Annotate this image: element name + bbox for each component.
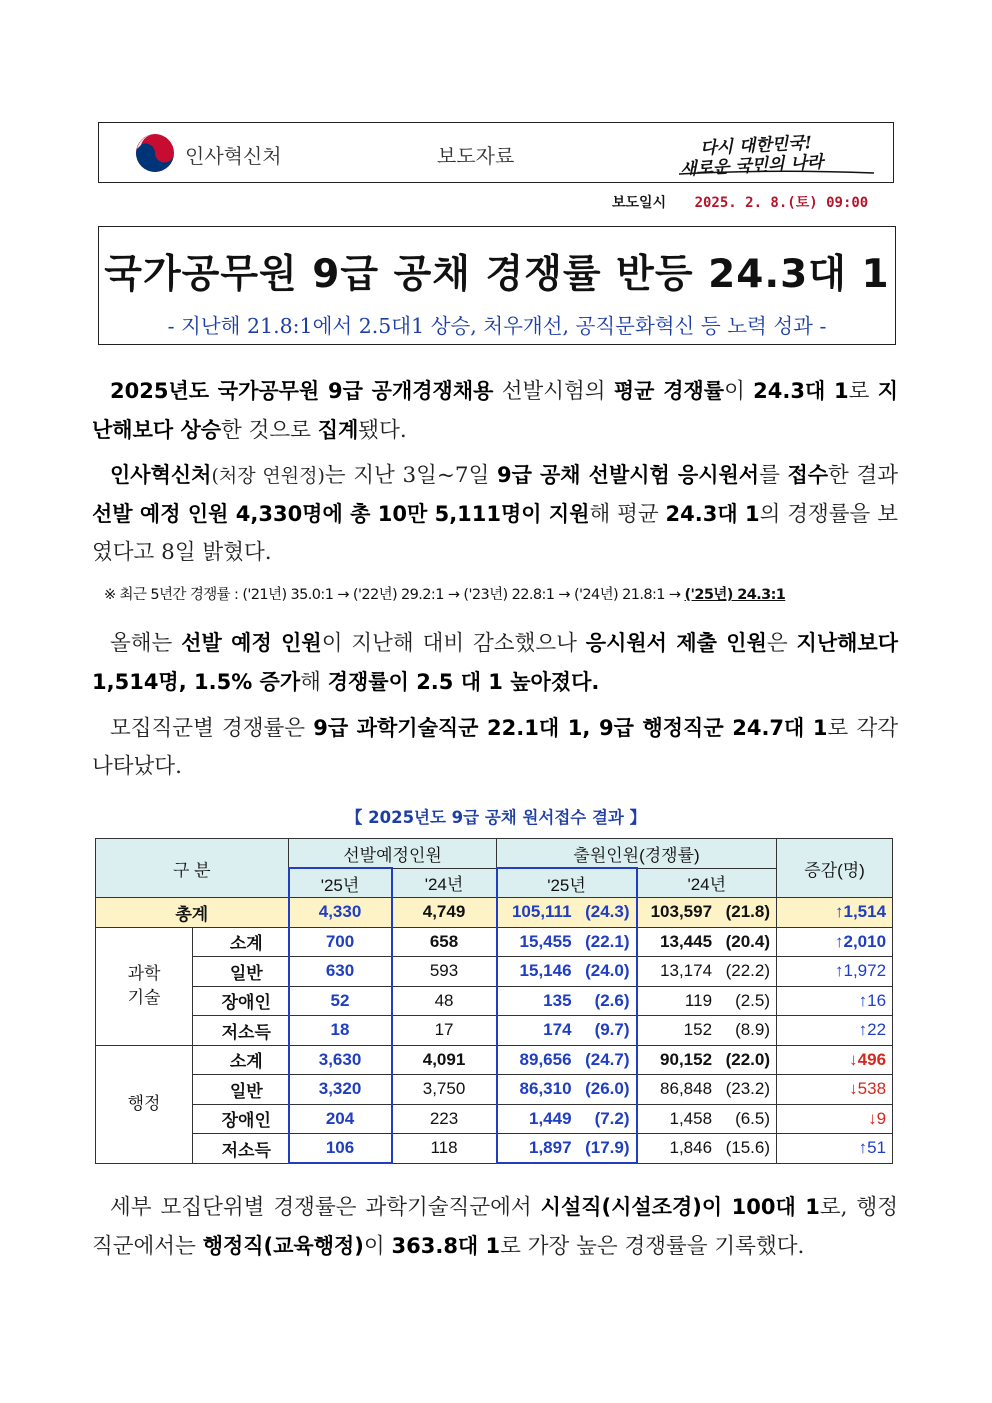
text-run: 24.3대 1: [753, 379, 849, 403]
a25-value: 1,449: [528, 1108, 572, 1128]
r25-value: (26.0): [585, 1079, 630, 1099]
text-run: 9급 공채 선발시험 응시원서: [496, 463, 760, 487]
total-change: ↑1,514: [777, 898, 893, 928]
text-run: 한 것으로: [221, 418, 318, 443]
r25-value: (17.9): [585, 1138, 630, 1157]
text-run: 됐다.: [358, 418, 407, 443]
table-row: [96, 1016, 893, 1046]
a25-value: 15,146: [519, 961, 572, 981]
paragraph-3: [92, 624, 898, 702]
header-change: 증감(명): [777, 839, 893, 898]
row-label: 일반: [193, 957, 289, 987]
applicants-24: [637, 1016, 777, 1046]
a24-value: 152: [683, 1020, 713, 1040]
text-run: 경쟁률이 2.5 대 1 높아졌다.: [327, 670, 600, 694]
table-row: [96, 927, 893, 957]
change-value: ↓496: [777, 1045, 893, 1075]
title-box: [98, 226, 896, 345]
row-label: 장애인: [193, 986, 289, 1016]
text-run: 해 평균: [589, 502, 666, 527]
table-row: [96, 957, 893, 987]
text-run: 은: [766, 631, 797, 656]
text-run: 로, 행정직군에서는: [92, 1195, 898, 1259]
applicants-25: [497, 1075, 637, 1105]
planned-25: 3,630: [289, 1045, 392, 1075]
table-row: [96, 1075, 893, 1105]
table-row-total: [96, 898, 893, 928]
header-applicants-25: '25년: [497, 868, 637, 898]
text-run: 363.8대 1: [391, 1234, 501, 1258]
ministry-name: 인사혁신처: [185, 144, 282, 168]
r25-value: (2.6): [594, 990, 630, 1010]
applicants-24: [637, 986, 777, 1016]
slogan: [674, 129, 879, 180]
planned-25: 52: [289, 986, 392, 1016]
text-run: 선발 예정 인원 4,330명에 총 10만 5,111명이 지원: [92, 502, 590, 526]
results-table-body: [96, 898, 893, 1164]
group-label: 행정: [96, 1045, 193, 1163]
applicants-24: [637, 1134, 777, 1164]
r25-value: (9.7): [594, 1020, 630, 1040]
a24-value: 90,152: [660, 1049, 713, 1069]
total-label: 총계: [96, 898, 289, 928]
total-planned-24: 4,749: [392, 898, 497, 928]
row-label: 저소득: [193, 1134, 289, 1164]
change-value: ↑22: [777, 1016, 893, 1046]
a25-value: 15,455: [519, 931, 572, 951]
planned-25: 630: [289, 957, 392, 987]
a24-value: 13,174: [660, 961, 713, 981]
r24-value: (15.6): [725, 1138, 771, 1158]
r24-value: (23.2): [725, 1079, 771, 1099]
government-logo-icon: [135, 133, 175, 173]
applicants-25: [497, 957, 637, 987]
a25-value: 174: [543, 1020, 572, 1040]
text-run: 로 가장 높은 경쟁률을 기록했다.: [500, 1234, 805, 1259]
total-r24-value: (21.8): [725, 902, 771, 922]
text-run: 지난해보다 상승: [92, 379, 899, 442]
note-highlight: ('25년) 24.3:1: [684, 587, 786, 603]
text-run: 올해는: [110, 631, 182, 656]
planned-25: 204: [289, 1104, 392, 1134]
applicants-24: [637, 957, 777, 987]
row-label: 소계: [193, 927, 289, 957]
release-date: [612, 192, 868, 212]
paragraph-4: [92, 709, 898, 786]
text-run: 행정직(교육행정): [202, 1234, 364, 1258]
text-run: 인사혁신처: [110, 463, 212, 487]
a24-value: 119: [684, 990, 713, 1010]
a24-value: 1,846: [669, 1138, 713, 1158]
r24-value: (6.5): [735, 1108, 771, 1128]
text-run: 2025년도 국가공무원 9급 공개경쟁채용: [110, 379, 494, 403]
total-applicants-24: [637, 898, 777, 928]
text-run: 24.3대 1: [665, 502, 760, 526]
table-row: [96, 1045, 893, 1075]
release-date-value: 2025. 2. 8.(토) 09:00: [694, 195, 869, 211]
text-run: 이: [724, 379, 754, 404]
slogan-line-2: 새로운 국민의 나라: [679, 152, 824, 180]
row-label: 일반: [193, 1075, 289, 1105]
text-run: 선발시험의: [493, 379, 614, 404]
r25-value: (24.7): [585, 1049, 630, 1069]
results-table: [95, 838, 893, 1164]
a24-value: 1,458: [669, 1108, 713, 1128]
header-applicants-24: '24년: [637, 868, 777, 898]
applicants-25: [497, 986, 637, 1016]
page-subtitle: - 지난해 21.8:1에서 2.5대1 상승, 처우개선, 공직문화혁신 등 노력 성과 -: [167, 314, 827, 338]
total-planned-25: 4,330: [289, 898, 392, 928]
r24-value: (22.0): [725, 1049, 771, 1069]
table-title: 【 2025년도 9급 공채 원서접수 결과 】: [345, 808, 647, 827]
change-value: ↓9: [777, 1104, 893, 1134]
text-run: 평균 경쟁률: [613, 379, 725, 403]
header-box: [98, 122, 894, 183]
text-run: (처장 연원정): [211, 465, 325, 487]
text-run: 해: [300, 670, 328, 695]
r24-value: (20.4): [725, 931, 771, 951]
r25-value: (24.0): [585, 961, 630, 981]
text-run: 로: [848, 379, 878, 404]
planned-24: 658: [392, 927, 497, 957]
a24-value: 86,848: [660, 1079, 713, 1099]
paragraph-2: [92, 456, 898, 572]
header-applicants: 출원인원(경쟁률): [497, 839, 777, 869]
text-run: 시설직(시설조경)이 100대 1: [540, 1195, 820, 1219]
row-label: 장애인: [193, 1104, 289, 1134]
r24-value: (2.5): [735, 990, 771, 1010]
change-value: ↑1,972: [777, 957, 893, 987]
row-label: 소계: [193, 1045, 289, 1075]
applicants-25: [497, 1045, 637, 1075]
applicants-24: [637, 927, 777, 957]
planned-24: 223: [392, 1104, 497, 1134]
planned-24: 17: [392, 1016, 497, 1046]
total-a25-value: 105,111: [511, 902, 572, 922]
applicants-25: [497, 927, 637, 957]
applicants-25: [497, 1016, 637, 1046]
a25-value: 89,656: [519, 1049, 572, 1069]
text-run: 세부 모집단위별 경쟁률은 과학기술직군에서: [110, 1195, 541, 1220]
header-planned: 선발예정인원: [289, 839, 497, 869]
text-run: 지난해보다 1,514명, 1.5% 증가: [92, 631, 898, 694]
change-value: ↑51: [777, 1134, 893, 1164]
slogan-line-1: 다시 대한민국!: [699, 133, 813, 159]
a25-value: 135: [543, 990, 572, 1010]
header-planned-24: '24년: [392, 868, 497, 898]
text-run: 모집직군별 경쟁률은: [110, 716, 314, 741]
page-title: 국가공무원 9급 공채 경쟁률 반등 24.3대 1: [104, 252, 890, 297]
applicants-24: [637, 1045, 777, 1075]
competition-history-note: [104, 583, 785, 604]
change-value: ↑16: [777, 986, 893, 1016]
header-planned-25: '25년: [289, 868, 392, 898]
press-release-label: 보도자료: [437, 144, 515, 168]
text-run: 이: [363, 1234, 392, 1259]
planned-25: 700: [289, 927, 392, 957]
r24-value: (8.9): [735, 1020, 771, 1040]
release-date-label: 보도일시: [612, 195, 667, 211]
text-run: 접수: [787, 463, 829, 487]
r25-value: (7.2): [594, 1108, 630, 1128]
table-row: [96, 1134, 893, 1164]
planned-24: 118: [392, 1134, 497, 1164]
text-run: 로 각각 나타났다.: [92, 716, 898, 779]
a24-value: 13,445: [660, 931, 713, 951]
text-run: 선발 예정 인원: [181, 631, 322, 655]
a25-value: 1,897: [528, 1138, 572, 1157]
applicants-25: [497, 1134, 637, 1164]
paragraph-5: [92, 1188, 898, 1266]
applicants-24: [637, 1075, 777, 1105]
group-label: 과학 기술: [96, 927, 193, 1045]
note-text: ※ 최근 5년간 경쟁률 : ('21년) 35.0:1 → ('22년) 29.2:1 → ('23년) 22.8:1 → ('24년) 21.8:1 →: [104, 587, 685, 603]
total-a24-value: 103,597: [650, 902, 713, 922]
planned-24: 4,091: [392, 1045, 497, 1075]
header-category: 구 분: [96, 839, 289, 898]
text-run: 한 결과: [828, 463, 898, 488]
text-run: 이 지난해 대비 감소했으나: [321, 631, 586, 656]
change-value: ↑2,010: [777, 927, 893, 957]
planned-25: 3,320: [289, 1075, 392, 1105]
applicants-24: [637, 1104, 777, 1134]
text-run: 9급 과학기술직군 22.1대 1, 9급 행정직군 24.7대 1: [313, 716, 828, 740]
a25-value: 86,310: [519, 1079, 572, 1099]
planned-25: 18: [289, 1016, 392, 1046]
r24-value: (22.2): [725, 961, 771, 981]
table-row: [96, 1104, 893, 1134]
total-r25-value: (24.3): [585, 902, 630, 922]
text-run: 응시원서 제출 인원: [585, 631, 767, 655]
applicants-25: [497, 1104, 637, 1134]
total-applicants-25: [497, 898, 637, 928]
planned-24: 3,750: [392, 1075, 497, 1105]
text-run: 집계: [317, 418, 359, 442]
planned-25: 106: [289, 1134, 392, 1164]
r25-value: (22.1): [585, 931, 630, 951]
text-run: 는 지난 3일~7일: [324, 463, 497, 488]
text-run: 의 경쟁률을 보였다고 8일 밝혔다.: [92, 502, 898, 565]
change-value: ↓538: [777, 1075, 893, 1105]
planned-24: 48: [392, 986, 497, 1016]
planned-24: 593: [392, 957, 497, 987]
text-run: 를: [759, 463, 788, 488]
table-row: [96, 986, 893, 1016]
slogan-underline-icon: [674, 169, 879, 177]
row-label: 저소득: [193, 1016, 289, 1046]
paragraph-1: [92, 372, 898, 450]
